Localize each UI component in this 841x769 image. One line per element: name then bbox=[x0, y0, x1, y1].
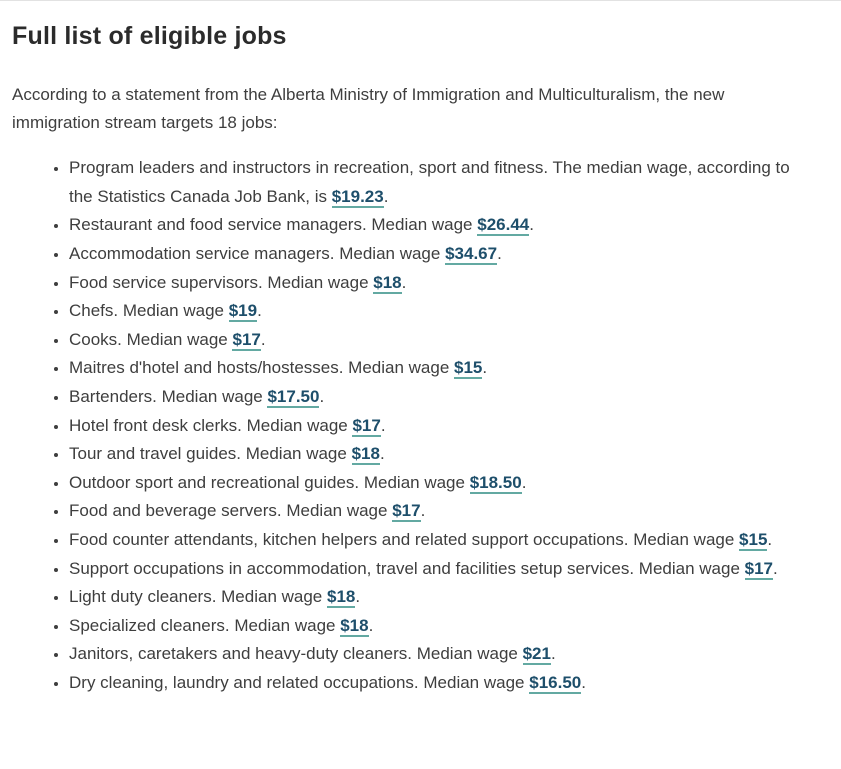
median-wage-link[interactable]: $15 bbox=[739, 529, 768, 549]
sentence-period: . bbox=[355, 587, 361, 607]
sentence-period: . bbox=[368, 615, 374, 635]
sentence-period: . bbox=[521, 472, 527, 492]
sentence-period: . bbox=[260, 329, 266, 349]
job-description: Outdoor sport and recreational guides. Median wage bbox=[69, 472, 470, 492]
sentence-period: . bbox=[581, 672, 586, 692]
sentence-period: . bbox=[767, 529, 773, 549]
median-wage-link[interactable]: $21 bbox=[522, 644, 551, 664]
sentence-period: . bbox=[550, 644, 556, 664]
job-list-item bbox=[69, 583, 815, 612]
job-description: Accommodation service managers. Median wage bbox=[69, 244, 446, 264]
job-list-item bbox=[69, 526, 815, 555]
job-description: Janitors, caretakers and heavy-duty cleaners. Median wage bbox=[69, 644, 523, 664]
job-description: Light duty cleaners. Median wage bbox=[69, 587, 327, 607]
eligible-jobs-list bbox=[12, 154, 815, 697]
job-list-item bbox=[69, 269, 815, 298]
median-wage-link[interactable]: $26.44 bbox=[477, 215, 530, 235]
sentence-period: . bbox=[529, 215, 534, 235]
job-list-item bbox=[69, 440, 815, 469]
job-description: Food and beverage servers. Median wage bbox=[69, 501, 393, 521]
sentence-period: . bbox=[257, 301, 262, 321]
job-list-item bbox=[69, 240, 815, 269]
job-description: Tour and travel guides. Median wage bbox=[69, 444, 352, 464]
job-description: Food service supervisors. Median wage bbox=[69, 272, 374, 292]
sentence-period: . bbox=[497, 244, 502, 264]
job-description: Specialized cleaners. Median wage bbox=[69, 615, 341, 635]
median-wage-link[interactable]: $18 bbox=[327, 587, 356, 607]
median-wage-link[interactable]: $18 bbox=[373, 272, 402, 292]
median-wage-link[interactable]: $18 bbox=[351, 444, 380, 464]
sentence-period: . bbox=[773, 558, 778, 578]
median-wage-link[interactable]: $17 bbox=[232, 329, 261, 349]
job-list-item bbox=[69, 211, 815, 240]
sentence-period: . bbox=[380, 415, 386, 435]
job-description: Hotel front desk clerks. Median wage bbox=[69, 415, 353, 435]
page-title: Full list of eligible jobs bbox=[12, 22, 287, 50]
median-wage-link[interactable]: $17 bbox=[744, 558, 774, 578]
sentence-period: . bbox=[383, 186, 389, 206]
job-list-item bbox=[69, 383, 815, 412]
job-description: Food counter attendants, kitchen helpers and related support occupations. Median wage bbox=[69, 529, 740, 549]
job-description: Program leaders and instructors in recreation, sport and fitness. The median wage, according to the Statistics Canada Job Bank, is bbox=[69, 158, 790, 206]
job-description: Support occupations in accommodation, travel and facilities setup services. Median wage bbox=[69, 558, 745, 578]
job-description: Dry cleaning, laundry and related occupations. Median wage bbox=[69, 672, 530, 692]
job-list-item bbox=[69, 326, 815, 355]
median-wage-link[interactable]: $15 bbox=[454, 358, 483, 378]
median-wage-link[interactable]: $18 bbox=[340, 615, 369, 635]
median-wage-link[interactable]: $17.50 bbox=[267, 387, 320, 406]
job-description: Maitres d'hotel and hosts/hostesses. Median wage bbox=[69, 358, 455, 378]
job-list-item bbox=[69, 154, 815, 211]
sentence-period: . bbox=[401, 272, 407, 292]
job-list-item bbox=[69, 555, 815, 584]
median-wage-link[interactable]: $19 bbox=[228, 301, 258, 321]
job-list-item bbox=[69, 640, 815, 669]
job-description: Restaurant and food service managers. Median wage bbox=[69, 215, 478, 235]
job-list-item bbox=[69, 469, 815, 498]
job-description: Cooks. Median wage bbox=[69, 329, 233, 349]
sentence-period: . bbox=[379, 444, 385, 464]
median-wage-link[interactable]: $16.50 bbox=[529, 672, 582, 692]
median-wage-link[interactable]: $34.67 bbox=[445, 244, 498, 264]
job-list-item bbox=[69, 497, 815, 526]
median-wage-link[interactable]: $18.50 bbox=[469, 472, 522, 492]
sentence-period: . bbox=[482, 358, 488, 378]
median-wage-link[interactable]: $19.23 bbox=[331, 186, 384, 206]
sentence-period: . bbox=[420, 501, 426, 521]
job-list-item bbox=[69, 669, 815, 698]
median-wage-link[interactable]: $17 bbox=[392, 501, 421, 521]
sentence-period: . bbox=[319, 387, 325, 406]
job-list-item bbox=[69, 412, 815, 441]
job-list-item bbox=[69, 354, 815, 383]
median-wage-link[interactable]: $17 bbox=[352, 415, 381, 435]
job-list-item bbox=[69, 612, 815, 641]
intro-paragraph: According to a statement from the Alberta Ministry of Immigration and Multiculturalism, the new immigration stream targets 18 jobs: bbox=[12, 85, 725, 133]
job-description: Chefs. Median wage bbox=[69, 301, 229, 321]
job-description: Bartenders. Median wage bbox=[69, 387, 268, 406]
job-list-item bbox=[69, 297, 815, 326]
